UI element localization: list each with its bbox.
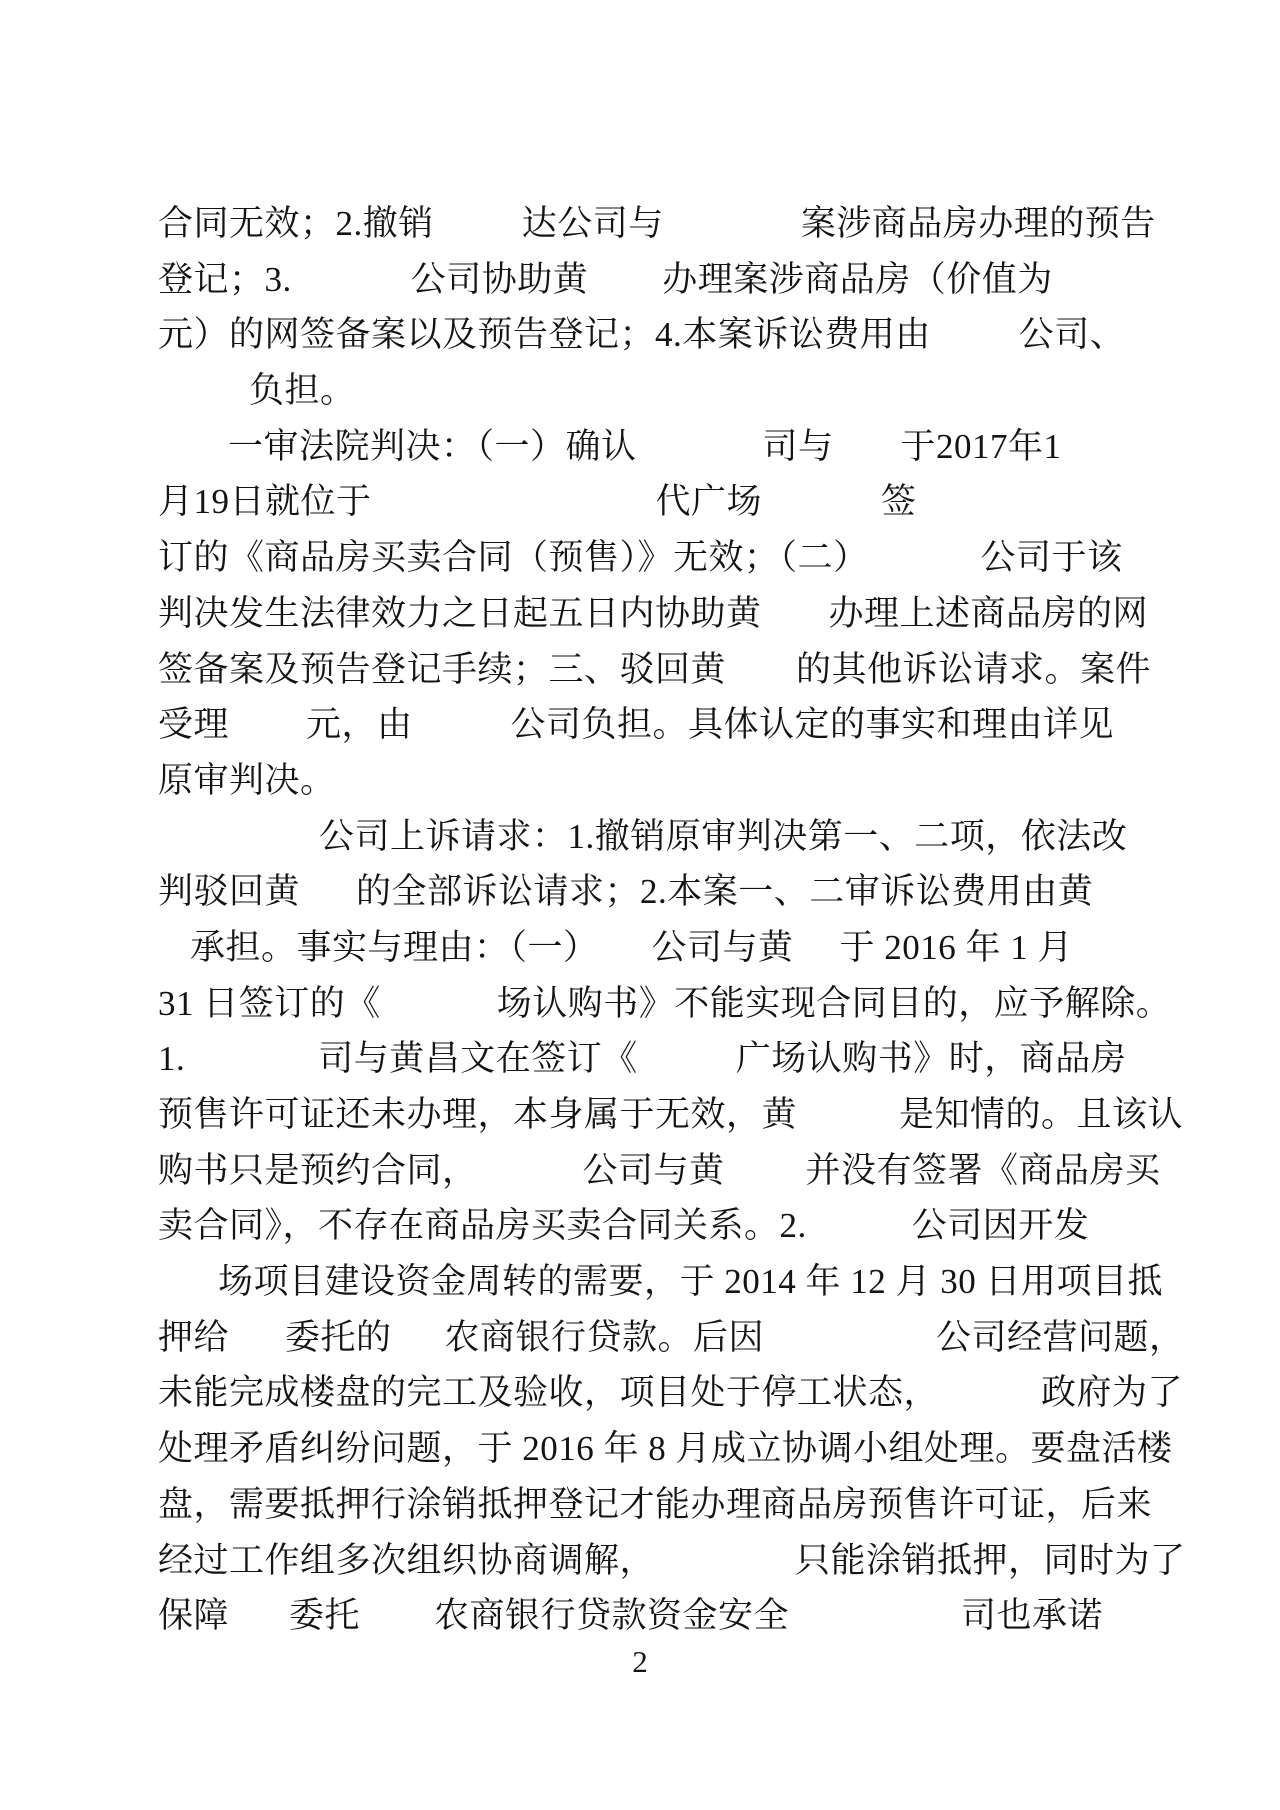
text-line (158, 252, 1158, 308)
text-segment: 处理矛盾纠纷问题，于 2016 年 8 月成立协调小组处理。要盘活楼 (158, 1429, 1173, 1469)
text-segment: 公司因开发 (911, 1206, 1090, 1246)
text-segment: 31 日签订的《 (158, 983, 381, 1023)
redaction-gap (931, 362, 1019, 363)
text-line (158, 1254, 1164, 1310)
text-segment: 公司与黄 (582, 1150, 725, 1190)
text-segment: 公司与黄 (651, 927, 794, 967)
text-segment: 公司于该 (980, 538, 1123, 578)
text-segment: 的其他诉讼请求。案件 (796, 649, 1152, 689)
text-segment: 公司上诉请求：1.撤销原审判决第一、二项，依法改 (319, 816, 1128, 856)
text-segment: 并没有签署《商品房买 (805, 1150, 1161, 1190)
text-segment: 预售许可证还未办理，本身属于无效，黄 (158, 1095, 798, 1134)
text-segment: 只能涂销抵押，同时为了 (795, 1540, 1186, 1580)
text-segment: 订的《商品房买卖合同（预售）》无效；（二） (158, 538, 869, 578)
text-line (158, 1365, 1184, 1421)
text-line (158, 753, 1158, 809)
text-segment: 公司协助黄 (410, 259, 589, 299)
text-segment: 是知情的。且该认 (899, 1095, 1184, 1134)
text-segment: 于2017年1 (900, 426, 1062, 466)
text-segment: 司也承诺 (961, 1596, 1104, 1636)
text-segment: 公司负担。具体认定的事实和理由详见 (510, 705, 1115, 745)
text-segment: 签备案及预告登记手续；三、驳回黄 (158, 649, 727, 689)
text-segment: 受理 (158, 705, 230, 745)
text-segment: 农商银行贷款资金安全 (434, 1596, 790, 1636)
text-line (158, 1143, 1161, 1199)
text-segment: 卖合同》，不存在商品房买卖合同关系。2. (158, 1206, 807, 1246)
text-line (158, 530, 1158, 586)
text-line (158, 1198, 1158, 1254)
text-line (158, 1533, 1186, 1589)
text-segment: 经过工作组多次组织协商调解， (158, 1540, 656, 1580)
text-segment: 元）的网签备案以及预告登记；4.本案诉讼费用由 (158, 315, 931, 355)
text-segment: 政府为了 (1041, 1373, 1184, 1413)
text-segment: 场认购书》不能实现合同目的，应予解除。 (496, 983, 1172, 1023)
text-line (158, 586, 1158, 642)
text-segment: 司与 (762, 426, 834, 466)
text-segment: 的全部诉讼请求；2.本案一、二审诉讼费用由黄 (356, 872, 1094, 912)
text-segment: 判决发生法律效力之日起五日内协助黄 (158, 593, 762, 633)
text-line (158, 1087, 1184, 1143)
redaction-gap (413, 752, 511, 753)
text-line (158, 474, 1158, 530)
text-line (158, 920, 1158, 976)
text-line (158, 1477, 1158, 1533)
text-segment: 签 (881, 482, 917, 522)
text-line (158, 1310, 1185, 1366)
text-line (158, 1421, 1173, 1477)
text-segment: 公司经营问题， (936, 1317, 1185, 1357)
text-segment: 判驳回黄 (158, 872, 301, 912)
text-segment: 1. (158, 1039, 186, 1079)
text-segment: 购书只是预约合同， (158, 1150, 478, 1190)
text-segment: 达公司与 (521, 204, 664, 243)
text-line (158, 697, 1158, 753)
text-segment: 保障 (158, 1596, 230, 1636)
text-segment: 押给 (158, 1317, 230, 1357)
text-segment: 原审判决。 (158, 760, 336, 800)
text-line (158, 864, 1158, 920)
text-segment: 合同无效；2.撤销 (158, 204, 434, 243)
text-segment: 元，由 (306, 705, 413, 745)
text-segment: 广场认购书》时，商品房 (735, 1039, 1127, 1079)
text-line (158, 419, 1158, 475)
text-segment: 承担。事实与理由：（一） (190, 927, 599, 967)
text-segment: 场项目建设资金周转的需要，于 2014 年 12 月 30 日用项目抵 (218, 1262, 1164, 1302)
text-segment: 委托的 (285, 1317, 392, 1357)
page-number: 2 (632, 1644, 648, 1679)
text-segment: 司与黄昌文在签订《 (318, 1039, 638, 1079)
text-segment: 公司、 (1018, 315, 1126, 355)
text-line (158, 976, 1172, 1032)
text-segment: 一审法院判决：（一）确认 (228, 426, 637, 466)
text-segment: 负担。 (249, 371, 356, 411)
text-segment: 盘，需要抵押行涂销抵押登记才能办理商品房预售许可证，后来 (158, 1484, 1153, 1524)
text-segment: 农商银行贷款。后因 (444, 1317, 765, 1357)
text-line (158, 196, 1158, 252)
text-line (158, 307, 1158, 363)
text-segment: 委托 (289, 1596, 361, 1636)
text-segment: 代广场 (655, 482, 763, 522)
text-line (158, 1031, 1158, 1087)
text-line (158, 1588, 1158, 1644)
text-segment: 于 2016 年 1 月 (839, 927, 1074, 967)
judgment-text-block (158, 196, 1186, 1644)
text-segment: 未能完成楼盘的完工及验收，项目处于停工状态， (158, 1373, 940, 1413)
text-segment: 办理案涉商品房（价值为 (662, 259, 1053, 299)
text-segment: 办理上述商品房的网 (828, 593, 1149, 633)
text-line (158, 809, 1158, 865)
text-segment: 月19日就位于 (158, 482, 372, 522)
text-segment: 登记；3. (158, 259, 292, 299)
text-line (158, 363, 1158, 419)
text-line (158, 642, 1158, 698)
text-segment: 案涉商品房办理的预告 (800, 204, 1156, 243)
